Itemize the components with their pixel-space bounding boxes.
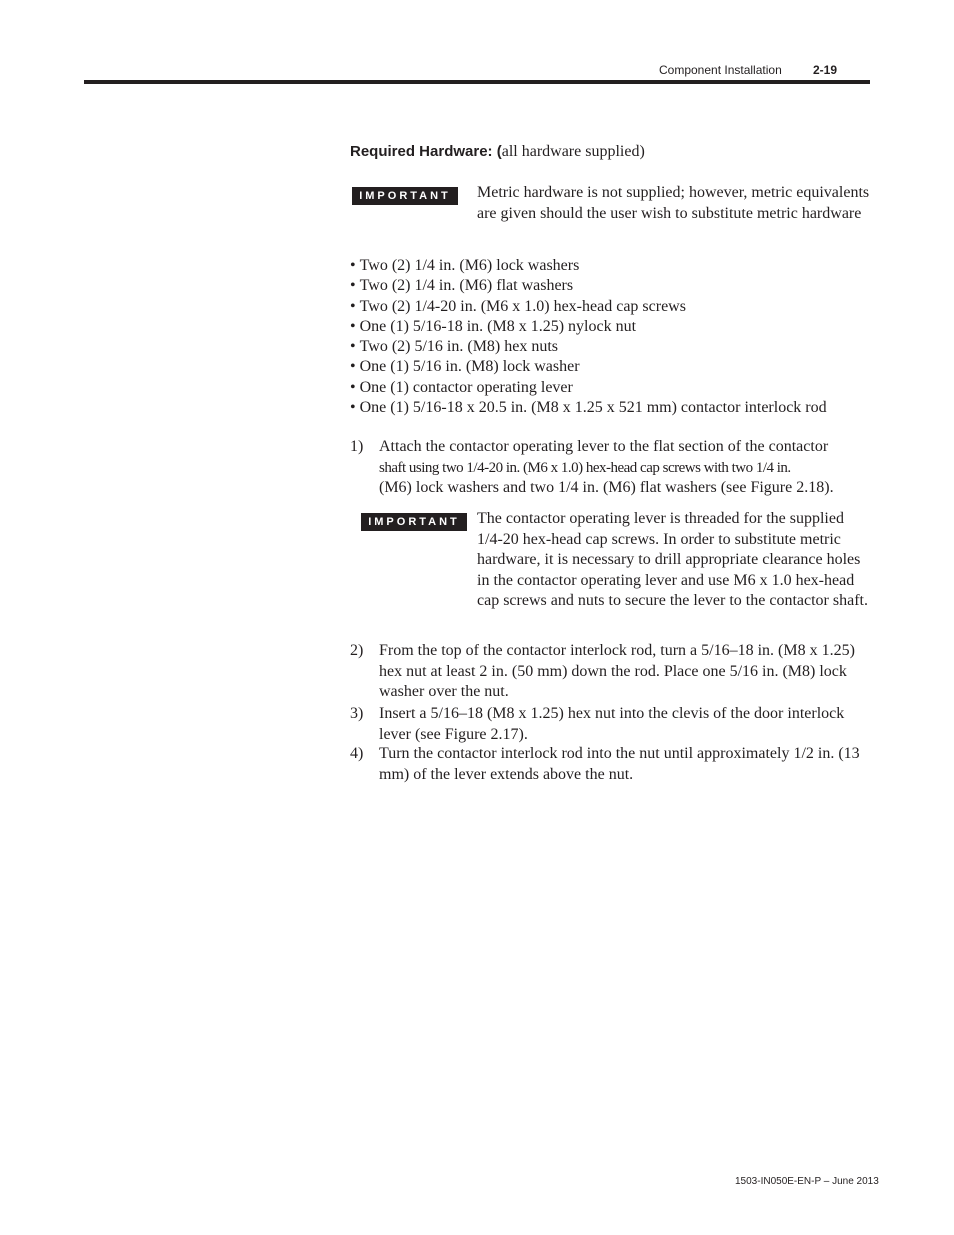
step-text-line: shaft using two 1/4-20 in. (M6 x 1.0) hex-head cap screws with two 1/4 in. xyxy=(379,459,791,476)
list-item: • Two (2) 5/16 in. (M8) hex nuts xyxy=(350,337,880,357)
hardware-list xyxy=(350,256,880,418)
step-number: 3) xyxy=(350,705,364,722)
list-item: • Two (2) 1/4 in. (M6) flat washers xyxy=(350,276,880,296)
list-item: • One (1) 5/16 in. (M8) lock washer xyxy=(350,357,880,377)
header-page-number: 2-19 xyxy=(813,63,838,77)
required-hardware-label: Required Hardware: xyxy=(350,143,497,160)
header-section-title: Component Installation xyxy=(659,63,782,77)
required-hardware-note: all hardware supplied) xyxy=(501,143,645,160)
list-item: • Two (2) 1/4 in. (M6) lock washers xyxy=(350,256,880,276)
required-hardware-heading xyxy=(350,142,645,162)
required-hardware-paren: ( xyxy=(496,143,502,160)
step-text: Turn the contactor interlock rod into the nut until approximately 1/2 in. (13 mm) of the lever extends above the nut. xyxy=(379,745,860,783)
step-4 xyxy=(350,744,880,785)
important-note-text: Metric hardware is not supplied; however, metric equivalents are given should the user wish to substitute metric hardware xyxy=(477,184,870,222)
list-item: • Two (2) 1/4-20 in. (M6 x 1.0) hex-head cap screws xyxy=(350,297,880,317)
step-text: From the top of the contactor interlock rod, turn a 5/16–18 in. (M8 x 1.25) hex nut at least 2 in. (50 mm) down the rod. Place one 5/16 in. (M8) lock washer over the nut. xyxy=(379,642,855,700)
step-text: Insert a 5/16–18 (M8 x 1.25) hex nut into the clevis of the door interlock lever (see Figure 2.17). xyxy=(379,705,845,743)
step-number: 4) xyxy=(350,745,364,762)
footer-doc-id: 1503-IN050E-EN-P – June 2013 xyxy=(735,1176,879,1187)
step-2 xyxy=(350,641,880,703)
list-item: • One (1) contactor operating lever xyxy=(350,378,880,398)
step-1 xyxy=(350,437,880,499)
important-badge: IMPORTANT xyxy=(352,187,458,205)
step-3 xyxy=(350,704,880,745)
important-note-text: The contactor operating lever is threaded for the supplied 1/4-20 hex-head cap screws. In order to substitute metric hardware, it is necessary to drill appropriate clearance holes in the contactor operating lever and use M6 x 1.0 hex-head cap screws and nuts to secure the lever to the contactor shaft. xyxy=(477,510,868,609)
step-text xyxy=(379,437,880,499)
important-badge: IMPORTANT xyxy=(361,513,467,531)
list-item: • One (1) 5/16-18 in. (M8 x 1.25) nylock nut xyxy=(350,317,880,337)
step-number: 2) xyxy=(350,642,364,659)
step-text-line: (M6) lock washers and two 1/4 in. (M6) flat washers (see Figure 2.18). xyxy=(379,479,834,496)
step-number: 1) xyxy=(350,438,364,455)
step-text-line: Attach the contactor operating lever to the flat section of the contactor xyxy=(379,438,829,455)
header-rule xyxy=(84,80,870,84)
list-item: • One (1) 5/16-18 x 20.5 in. (M8 x 1.25 x 521 mm) contactor interlock rod xyxy=(350,398,880,418)
